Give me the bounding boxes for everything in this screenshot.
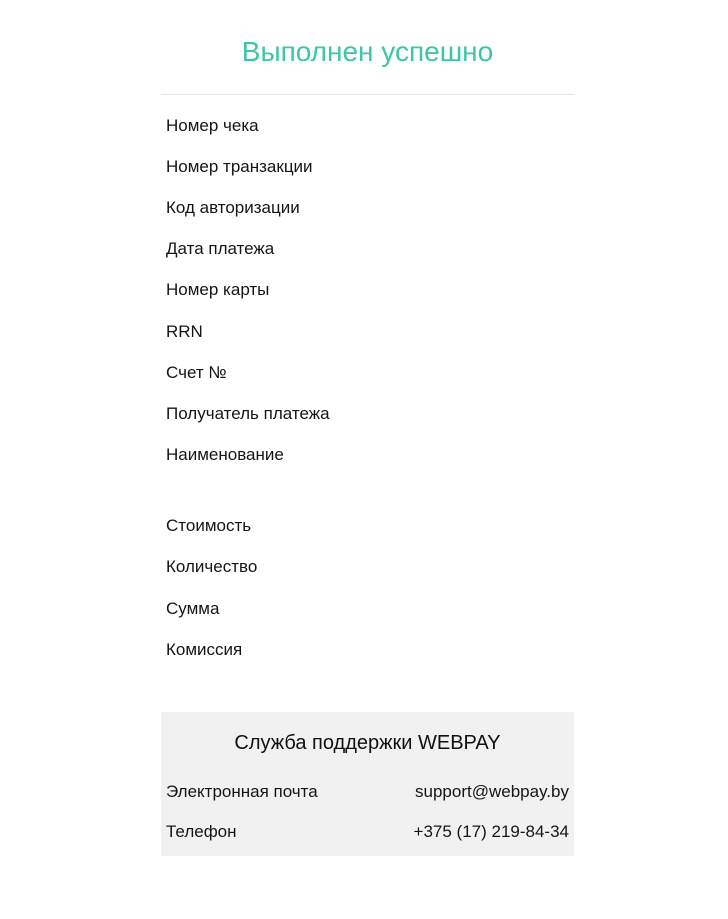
transaction-number-label: Номер транзакции	[166, 156, 313, 176]
card-number-label: Номер карты	[166, 280, 270, 300]
support-email-row	[161, 772, 574, 812]
rrn-label: RRN	[166, 321, 203, 341]
cost-label: Стоимость	[166, 516, 252, 536]
status-title: Выполнен успешно	[241, 36, 494, 67]
support-panel	[161, 712, 574, 856]
invoice-number-label: Счет №	[166, 362, 227, 382]
phone-link[interactable]: +375 (17) 219-84-34	[413, 822, 569, 841]
support-title: Служба поддержки WEBPAY	[234, 732, 501, 754]
item-name-label: Наименование	[166, 445, 284, 465]
payment-receipt	[161, 0, 574, 670]
commission-label: Комиссия	[166, 639, 243, 659]
quantity-label: Количество	[166, 557, 258, 577]
payment-date-label: Дата платежа	[166, 239, 275, 259]
phone-label: Телефон	[166, 822, 237, 841]
amount-details	[161, 506, 574, 671]
payee-label: Получатель платежа	[166, 403, 330, 423]
support-phone-row	[161, 812, 574, 852]
authorization-code-label: Код авторизации	[166, 197, 300, 217]
receipt-number-label: Номер чека	[166, 115, 259, 135]
title-divider	[161, 94, 574, 95]
email-label: Электронная почта	[166, 782, 318, 801]
section-spacer	[161, 476, 574, 496]
transaction-details	[161, 105, 574, 476]
email-link[interactable]: support@webpay.by	[415, 782, 569, 801]
sum-label: Сумма	[166, 598, 220, 618]
